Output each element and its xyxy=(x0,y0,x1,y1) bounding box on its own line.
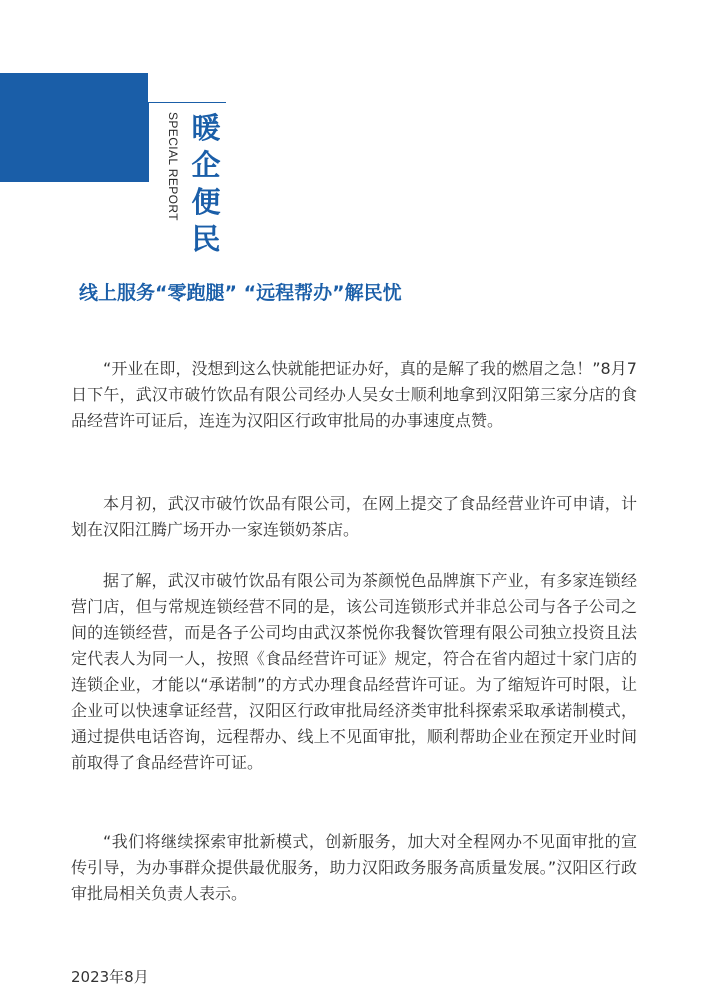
header-rule xyxy=(148,102,226,103)
article-paragraph-2: 本月初，武汉市破竹饮品有限公司，在网上提交了食品经营业许可申请，计划在汉阳江腾广场开办一家连锁奶茶店。 xyxy=(71,494,637,539)
column-title-cn: 暖企便民 xyxy=(191,111,221,256)
header-side-rule xyxy=(148,102,149,182)
column-title-en: SPECIAL REPORT xyxy=(166,112,180,221)
article-paragraph-4: “我们将继续探索审批新模式，创新服务，加大对全程网办不见面审批的宣传引导，为办事群众提供最优服务，助力汉阳政务服务高质量发展。”汉阳区行政审批局相关负责人表示。 xyxy=(71,832,637,903)
article-paragraph-1: “开业在即，没想到这么快就能把证办好，真的是解了我的燃眉之急！”8月7日下午，武汉市破竹饮品有限公司经办人吴女士顺利地拿到汉阳第三家分店的食品经营许可证后，连连为汉阳区行政审批局的办事速度点赞。 xyxy=(71,359,637,430)
article-paragraph-3: 据了解，武汉市破竹饮品有限公司为茶颜悦色品牌旗下产业，有多家连锁经营门店，但与常规连锁经营不同的是，该公司连锁形式并非总公司与各子公司之间的连锁经营，而是各子公司均由武汉茶悦你我餐饮管理有限公司独立投资且法定代表人为同一人，按照《食品经营许可证》规定，符合在省内超过十家门店的连锁企业，才能以“承诺制”的方式办理食品经营许可证。为了缩短许可时限，让企业可以快速拿证经营，汉阳区行政审批局经济类审批科探索采取承诺制模式，通过提供电话咨询，远程帮办、线上不见面审批，顺利帮助企业在预定开业时间前取得了食品经营许可证。 xyxy=(71,571,637,772)
decorative-blue-block xyxy=(0,73,148,182)
publish-date: 2023年8月 xyxy=(71,968,149,986)
article-headline: 线上服务“零跑腿” “远程帮办”解民忧 xyxy=(79,282,402,304)
